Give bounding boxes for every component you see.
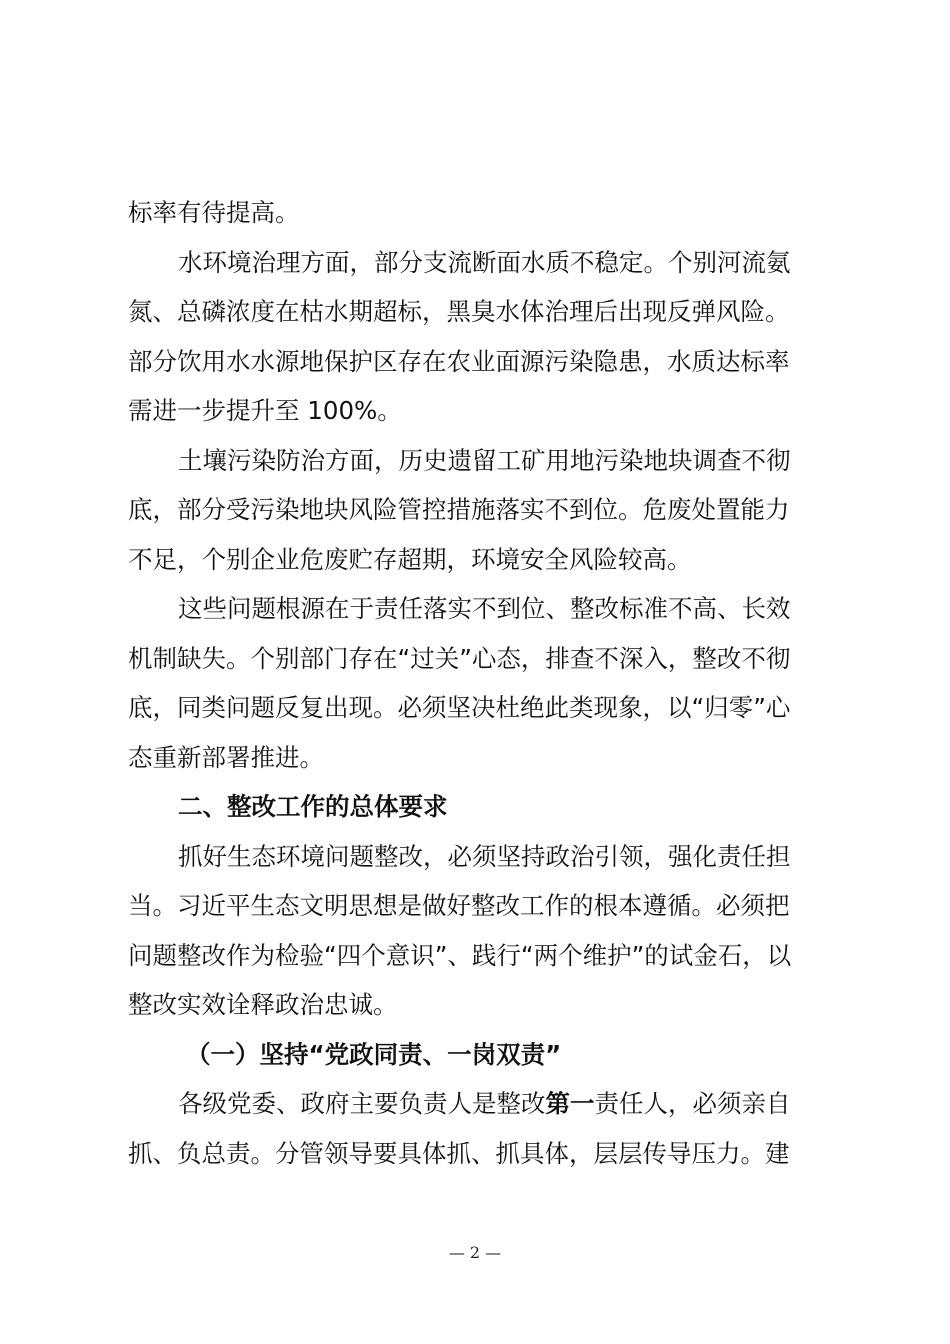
text-line: 氮、总磷浓度在枯水期超标，黑臭水体治理后出现反弹风险。	[128, 297, 790, 326]
section-heading: 二、整改工作的总体要求	[178, 792, 448, 821]
text-line	[128, 1079, 828, 1129]
text-line: 抓好生态环境问题整改，必须坚持政治引领，强化责任担	[178, 841, 791, 871]
text-run: 责任人，必须亲自	[594, 1089, 791, 1118]
emphasis-text: 第一	[545, 1089, 595, 1118]
text-line: 整改实效诠释政治忠诚。	[128, 990, 398, 1019]
text-line: 不足，个别企业危废贮存超期，环境安全风险较高。	[128, 544, 692, 574]
text-line: 水环境治理方面，部分支流断面水质不稳定。个别河流氨	[178, 247, 791, 277]
text-line: 问题整改作为检验“四个意识”、践行“两个维护”的试金石，以	[128, 940, 792, 970]
text-line: 底，部分受污染地块风险管控措施落实不到位。危废处置能力	[128, 495, 790, 524]
text-line: 土壤污染防治方面，历史遗留工矿用地污染地块调查不彻	[178, 445, 791, 475]
document-body	[128, 188, 828, 1178]
text-line: 需进一步提升至 100%。	[128, 396, 402, 425]
text-line: 机制缺失。个别部门存在“过关”心态，排查不深入，整改不彻	[128, 643, 791, 673]
page-number: — 2 —	[448, 1243, 502, 1262]
text-line: 这些问题根源在于责任落实不到位、整改标准不高、长效	[178, 594, 791, 623]
text-run: 各级党委、政府主要负责人是整改	[178, 1089, 546, 1118]
text-line: 当。习近平生态文明思想是做好整改工作的根本遵循。必须把	[128, 891, 790, 920]
text-line: 底，同类问题反复出现。必须坚决杜绝此类现象，以“归零”心	[128, 693, 791, 722]
subsection-heading: （一）坚持“党政同责、一岗双责”	[186, 1039, 562, 1069]
text-line: 标率有待提高。	[128, 198, 300, 227]
text-line: 抓、负总责。分管领导要具体抓、抓具体，层层传导压力。建	[128, 1138, 790, 1168]
text-line: 部分饮用水水源地保护区存在农业面源污染隐患，水质达标率	[128, 346, 790, 376]
text-line: 态重新部署推进。	[128, 742, 324, 772]
